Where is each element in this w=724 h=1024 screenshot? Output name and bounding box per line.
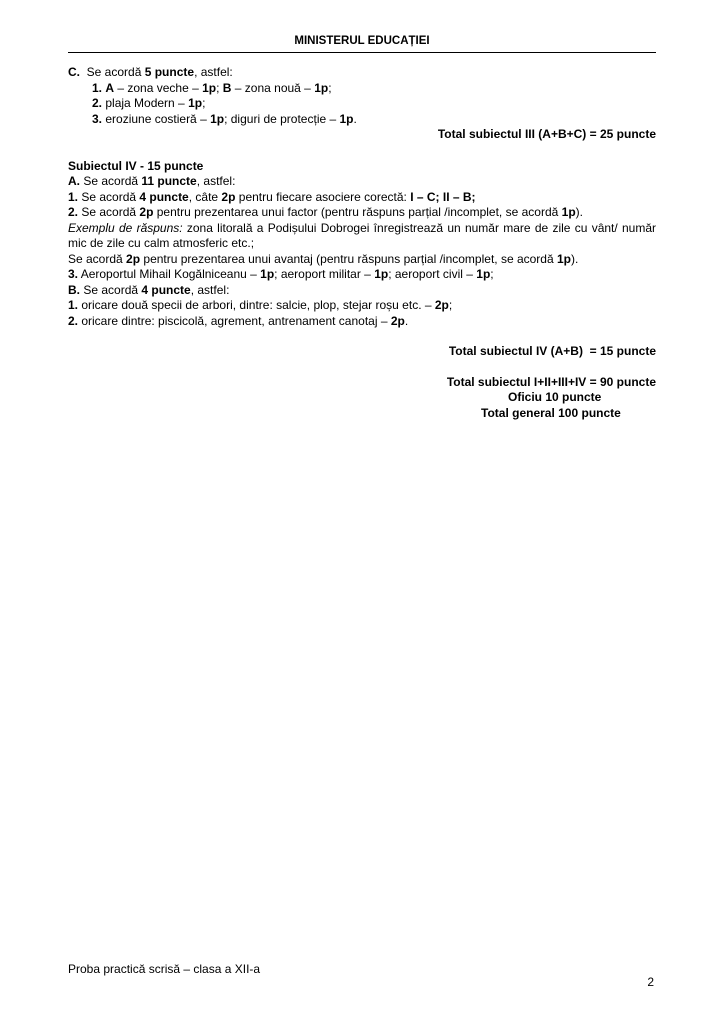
oficiu-points: Oficiu 10 puncte — [508, 390, 602, 404]
total-general: Total general 100 puncte — [481, 406, 621, 420]
page-header: MINISTERUL EDUCAȚIEI — [294, 35, 430, 47]
text: , astfel: — [194, 65, 233, 79]
section-c-intro — [68, 65, 656, 81]
text: – zona nouă – — [231, 80, 315, 95]
text: Se acordă — [78, 205, 140, 219]
item-number: 1. — [68, 189, 79, 204]
text-bold: 1p — [202, 80, 217, 95]
text-bold: 1p — [556, 251, 571, 266]
subject-iv-a-intro — [68, 174, 656, 190]
item-number: 3. — [68, 267, 79, 281]
total-all-subjects: Total subiectul I+II+III+IV = 90 puncte — [446, 375, 656, 389]
text-bold: 1p — [339, 111, 354, 126]
subject-iv-item-1 — [68, 190, 656, 206]
text: oricare două specii de arbori, dintre: salcie, plop, stejar roșu etc. – — [78, 298, 435, 312]
text: ; — [202, 96, 206, 110]
text: ; — [490, 267, 494, 281]
text-bold: 4 puncte — [139, 189, 189, 204]
subject-iv-b-intro — [68, 283, 656, 299]
text-bold: 1p — [476, 267, 491, 281]
text: ; — [216, 80, 223, 95]
section-c-label: C. — [68, 65, 80, 79]
text: Se acordă — [80, 282, 142, 297]
text: Aeroportul Mihail Kogălniceanu – — [78, 267, 261, 281]
text: ; — [328, 80, 332, 95]
text-bold: B — [222, 80, 232, 95]
header-divider — [68, 52, 656, 53]
total-subject-iii: Total subiectul III (A+B+C) = 25 puncte — [437, 127, 656, 141]
text: plaja Modern – — [102, 96, 189, 110]
text-bold: 1p — [561, 205, 576, 219]
page-footer: Proba practică scrisă – clasa a XII-a — [68, 962, 261, 976]
page-number: 2 — [647, 975, 654, 989]
text-italic: Exemplu de răspuns: — [68, 220, 183, 235]
answer-example — [68, 221, 656, 252]
text-bold: I – C; II – B; — [410, 189, 476, 204]
item-number: 2. — [68, 313, 79, 328]
text: . — [353, 111, 357, 126]
subject-iv-item-2 — [68, 205, 656, 221]
text-bold: 5 puncte — [144, 65, 195, 79]
text: ). — [571, 251, 579, 266]
section-c-item-2 — [68, 96, 656, 112]
text-bold: 1p — [314, 80, 329, 95]
text: . — [404, 313, 409, 328]
text: eroziune costieră – — [102, 111, 211, 126]
text: pentru prezentarea unui factor (pentru răspuns parțial /incomplet, se acordă — [153, 205, 562, 219]
spacer — [68, 143, 656, 159]
text: Se acordă — [68, 251, 127, 266]
text-bold: 4 puncte — [141, 282, 191, 297]
item-number: 1. — [68, 298, 79, 312]
text: pentru prezentarea unui avantaj (pentru răspuns parțial /incomplet, se acordă — [140, 251, 557, 266]
text-bold: 2p — [434, 298, 449, 312]
text-bold: 1p — [374, 267, 389, 281]
text-bold: A — [105, 80, 115, 95]
subject-iv-item-3 — [68, 267, 656, 283]
item-number: 1. — [92, 80, 103, 95]
text-bold: 1p — [260, 267, 275, 281]
text-bold: 2p — [126, 251, 141, 266]
text-bold: 11 puncte — [141, 174, 197, 188]
text: ; aeroport civil – — [388, 267, 477, 281]
subject-iv-b-item-2 — [68, 314, 656, 330]
text-bold: Subiectul IV - 15 puncte — [68, 158, 204, 173]
text: – zona veche – — [114, 80, 203, 95]
text: Se acordă — [86, 65, 145, 79]
total-subject-iv: Total subiectul IV (A+B) = 15 puncte — [448, 344, 656, 358]
advantage-line — [68, 252, 656, 268]
text-bold: 2p — [390, 313, 405, 328]
text-bold: 1p — [210, 111, 225, 126]
text: , astfel: — [190, 282, 230, 297]
text: ; diguri de protecție – — [224, 111, 340, 126]
text: ). — [575, 205, 583, 219]
text: , câte — [188, 189, 222, 204]
subject-iv-title — [68, 159, 656, 175]
subject-iv-b-item-1 — [68, 298, 656, 314]
text-bold: A. — [68, 174, 80, 188]
text: Se acordă — [80, 174, 142, 188]
text: , astfel: — [196, 174, 236, 188]
text-bold: 1p — [188, 96, 203, 110]
section-c-item-3 — [68, 112, 656, 128]
item-number: 3. — [92, 111, 103, 126]
text: ; aeroport militar – — [274, 267, 375, 281]
text: zona litorală a Podișului Dobrogei înregistrează un număr mare de zile cu vânt/ număr mic de zile cu calm atmosferic etc.; — [68, 220, 656, 250]
text: oricare dintre: piscicolă, agrement, antrenament canotaj – — [78, 313, 391, 328]
text: Se acordă — [78, 189, 140, 204]
document-body — [68, 65, 656, 329]
item-number: 2. — [68, 205, 79, 219]
item-number: 2. — [92, 96, 103, 110]
text-bold: 2p — [139, 205, 154, 219]
text: pentru fiecare asociere corectă: — [235, 189, 411, 204]
text: ; — [448, 298, 453, 312]
text-bold: B. — [68, 282, 80, 297]
section-c-item-1 — [68, 81, 656, 97]
text-bold: 2p — [221, 189, 236, 204]
